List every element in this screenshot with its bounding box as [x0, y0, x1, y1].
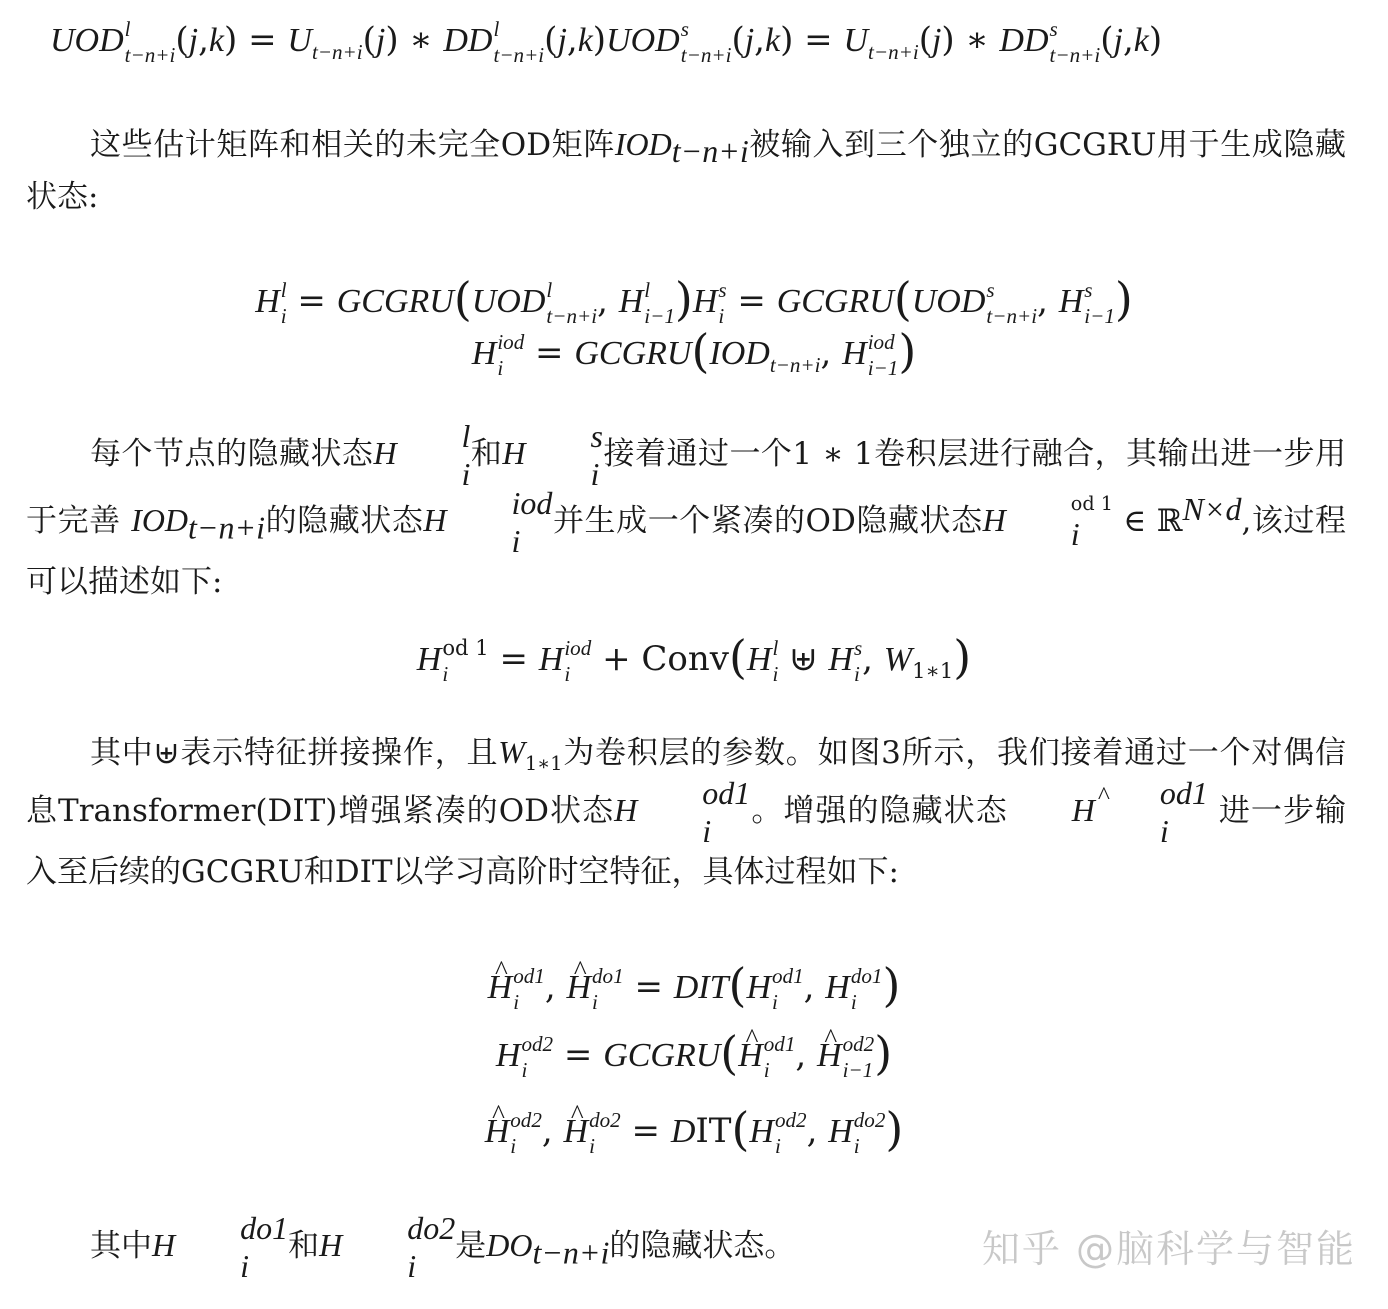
text: 这些估计矩阵和相关的未完全OD矩阵: [90, 127, 615, 163]
text: 每个节点的隐藏状态: [90, 436, 374, 473]
text: 的隐藏状态: [265, 503, 424, 540]
watermark: 知乎 @脑科学与智能: [981, 1227, 1356, 1271]
paragraph-3: 其中⊎表示特征拼接操作，且$W_{1∗1}$为卷积层的参数。如图3所示，我们接着通过一个对偶信息Transformer(DIT)增强紧凑的OD状态H od1 i 。增强的隐藏状态^ H od1 i 进一步输入至后续的GCGRU和DIT以学习高阶时空特征，具体过程如下:: [26, 726, 1346, 898]
paragraph-2: 每个节点的隐藏状态H l i 和H s i 接着通过一个1 ∗ 1卷积层进行融合，其输出进一步用于完善 $IOD_{t-n+i}$的隐藏状态H iod i 并生成一个紧凑的OD隐藏状态H od 1 i ∈ ℝ$^{N\times d}$,该过程可以描述如下:: [26, 418, 1347, 601]
equation-gcgru-2: H iod i = $GCGRU(IOD_{t-n+i}$, H iod i−1 ): [471, 324, 917, 380]
text: 其中⊎表示特征拼接操作，且: [90, 735, 499, 771]
equation-dit-1: ^ H od1 i , ^ H do1 i = DIT(H od1 i , H do1 i ): [0, 958, 1388, 1013]
text: ,该过程可以描述如下:: [26, 503, 1347, 601]
paragraph-4: 其中H do1 i 和H do2 i 是$DO_{t-n+i}$的隐藏状态。: [90, 1210, 796, 1284]
text: 其中: [90, 1228, 152, 1265]
text: 为卷积层的参数。如图3所示，我们接着通过一个对偶信息Transformer(DIT)增强紧凑的OD状态: [26, 735, 1346, 830]
equation-conv: H od 1 i = H iod i + Conv(H l i ⊎ H s i , $W_{1∗1}$): [416, 630, 972, 686]
equation-gcgru-1: H l i = GCGRU(UOD l t−n+i , H l i−1 )H s i = GCGRU(UOD s t−n+i , H s i−1 ): [255, 272, 1133, 328]
text: 的隐藏状态。: [609, 1228, 796, 1265]
equation-uod: UOD l t−n+i $(j,k) = U_{t-n+i}(j)$ ∗ DD l t−n+i (j,k)UOD s t−n+i $(j,k) = U_{t-n+i}(j)$ ∗ DD s t−n+i (j,k): [50, 17, 1163, 68]
text: 接着通过一个1 ∗ 1卷积层进行融合，其输出进一步用于完善: [26, 436, 1347, 540]
text: 和: [470, 436, 503, 473]
equation-gcgru-3: H od2 i = GCGRU(^ H od1 i , ^ H od2 i−1 ): [0, 1026, 1388, 1081]
text: 和: [288, 1228, 320, 1265]
text: 是: [455, 1228, 487, 1265]
text: 被输入到三个独立的GCGRU用于生成隐藏状态:: [26, 127, 1346, 215]
paragraph-1: 这些估计矩阵和相关的未完全OD矩阵$IOD_{t-n+i}$被输入到三个独立的GCGRU用于生成隐藏状态:: [26, 126, 1346, 215]
text: 并生成一个紧凑的OD隐藏状态: [552, 503, 983, 540]
text: 进一步输入至后续的GCGRU和DIT以学习高阶时空特征，具体过程如下:: [26, 793, 1346, 891]
text: 。增强的隐藏状态: [750, 793, 1008, 830]
equation-dit-2: ^ H od2 i , ^ H do2 i = DIT(H od2 i , H do2 i ): [0, 1102, 1388, 1157]
